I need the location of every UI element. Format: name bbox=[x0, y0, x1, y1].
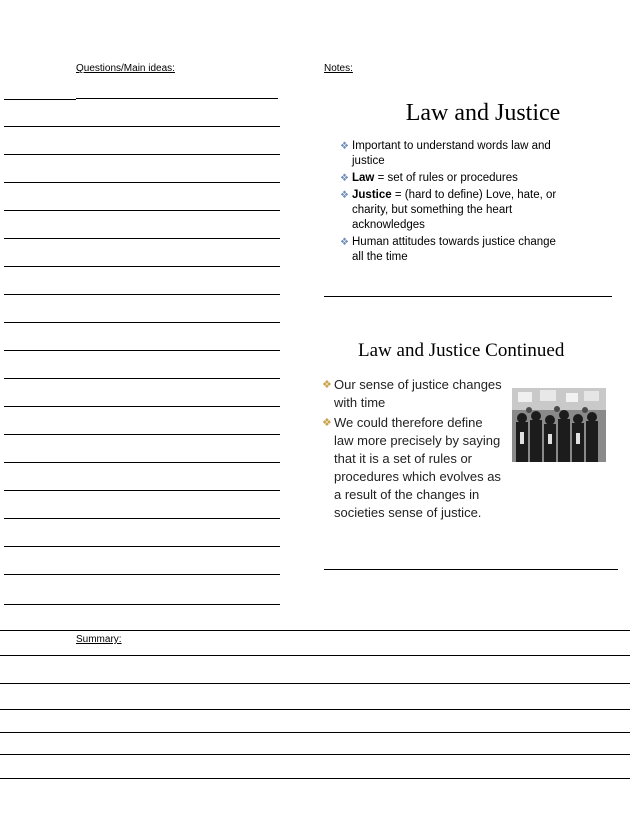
notes-header: Notes: bbox=[324, 63, 353, 74]
question-line[interactable] bbox=[4, 518, 280, 519]
bullet-item: ❖ Law = set of rules or procedures bbox=[340, 172, 518, 184]
question-line[interactable] bbox=[4, 322, 280, 323]
slide-title: Law and Justice bbox=[405, 100, 561, 126]
question-line[interactable] bbox=[4, 462, 280, 463]
question-line[interactable] bbox=[4, 434, 280, 435]
slide-title: Law and Justice Continued bbox=[358, 340, 565, 361]
diamond-bullet-icon: ❖ bbox=[340, 173, 349, 184]
question-line[interactable] bbox=[4, 574, 280, 575]
summary-top-line bbox=[0, 630, 630, 631]
diamond-bullet-icon: ❖ bbox=[322, 379, 332, 391]
bullet-item: ❖ Important to understand words law and justice bbox=[340, 140, 551, 167]
question-line[interactable] bbox=[4, 182, 280, 183]
bullet-item: ❖ We could therefore define law more precisely by saying that it is a set of rules or procedures which evolves as a result of the changes in societies sense of justice. bbox=[322, 415, 501, 520]
question-line[interactable] bbox=[4, 154, 280, 155]
bullet-item: ❖ Our sense of justice changes with time bbox=[322, 377, 502, 410]
question-line[interactable] bbox=[4, 546, 280, 547]
question-line[interactable] bbox=[4, 604, 280, 605]
summary-line[interactable] bbox=[0, 683, 630, 684]
bullet-item: ❖ Human attitudes towards justice change all the time bbox=[340, 236, 556, 263]
summary-line[interactable] bbox=[0, 754, 630, 755]
question-line[interactable] bbox=[4, 238, 280, 239]
diamond-bullet-icon: ❖ bbox=[340, 190, 349, 201]
question-line[interactable] bbox=[4, 294, 280, 295]
question-line[interactable] bbox=[4, 406, 280, 407]
notes-divider bbox=[324, 569, 618, 570]
question-line[interactable] bbox=[4, 266, 280, 267]
slide-bullets bbox=[328, 139, 570, 265]
question-line[interactable] bbox=[4, 490, 280, 491]
slide-law-and-justice bbox=[328, 100, 618, 280]
diamond-bullet-icon: ❖ bbox=[340, 237, 349, 248]
question-line[interactable] bbox=[76, 98, 278, 99]
diamond-bullet-icon: ❖ bbox=[340, 141, 349, 152]
summary-line[interactable] bbox=[0, 655, 630, 656]
question-line[interactable] bbox=[4, 126, 280, 127]
slide-law-and-justice-continued bbox=[322, 340, 612, 540]
notes-divider bbox=[324, 296, 612, 297]
questions-header: Questions/Main ideas: bbox=[76, 63, 175, 74]
question-line[interactable] bbox=[4, 99, 76, 100]
slide-bullets bbox=[322, 376, 502, 522]
bullet-item: ❖ Justice = (hard to define) Love, hate, or charity, but something the heart acknowledges bbox=[340, 189, 557, 231]
summary-line[interactable] bbox=[0, 732, 630, 733]
summary-header: Summary: bbox=[76, 634, 122, 645]
protest-march-photo bbox=[512, 388, 606, 462]
question-line[interactable] bbox=[4, 350, 280, 351]
summary-line[interactable] bbox=[0, 709, 630, 710]
question-line[interactable] bbox=[4, 210, 280, 211]
question-line[interactable] bbox=[4, 378, 280, 379]
summary-line[interactable] bbox=[0, 778, 630, 779]
diamond-bullet-icon: ❖ bbox=[322, 417, 332, 429]
